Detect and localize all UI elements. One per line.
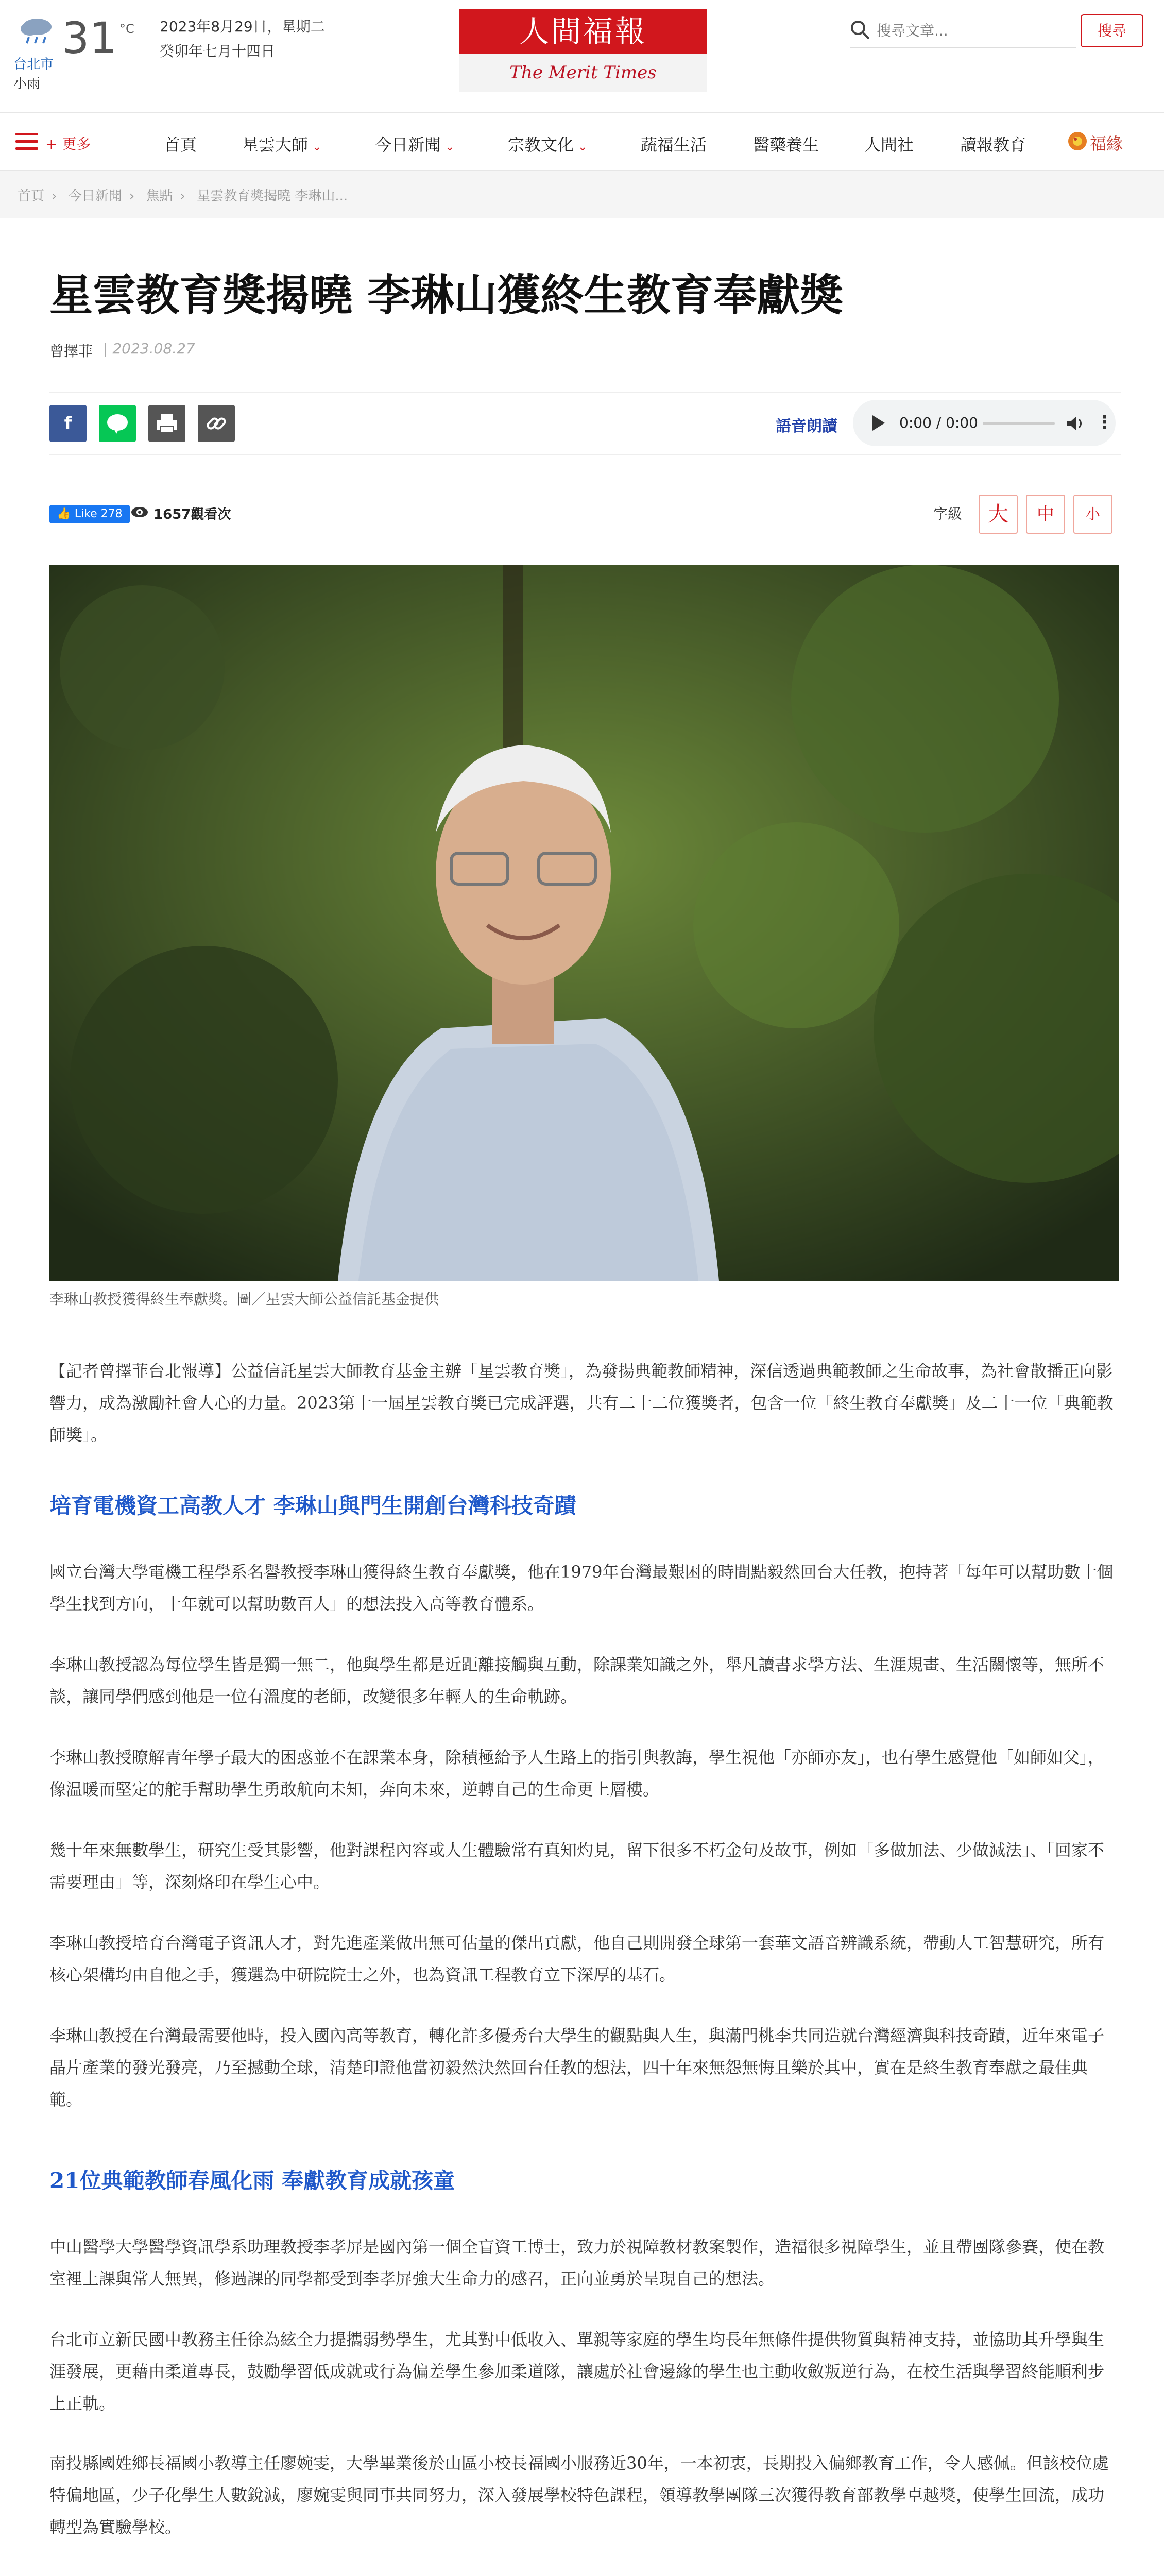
breadcrumb-news[interactable]: 今日新聞	[68, 189, 122, 204]
portrait-image	[49, 565, 1119, 1281]
chevron-down-icon: ⌄	[578, 141, 588, 154]
breadcrumb-focus[interactable]: 焦點	[146, 189, 173, 204]
more-menu-button[interactable]	[10, 130, 93, 154]
more-menu-label: + 更多	[45, 135, 91, 152]
subheading-2: 21位典範教師春風化雨 奉獻教育成就孩童	[49, 2168, 455, 2193]
search-button[interactable]: 搜尋	[1081, 14, 1143, 47]
site-logo[interactable]	[459, 9, 707, 92]
copy-link-button[interactable]	[198, 405, 235, 442]
paragraph-11	[49, 2571, 1119, 2576]
paragraph-1: 【記者曾擇菲台北報導】公益信託星雲大師教育基金主辦「星雲教育獎」，為發揚典範教師精神，深信透過典範教師之生命故事，為社會散播正向影響力，成為激勵社會人心的力量。2023第十一屆星雲教育獎已完成評選，共有二十二位獲獎者，包含一位「終生教育奉獻獎」及二十一位「典範教師獎」。	[49, 1361, 1114, 1445]
nav-item-merit-society[interactable]: 人間社	[864, 135, 914, 155]
link-icon	[198, 405, 235, 442]
paragraph-2: 國立台灣大學電機工程學系名譽教授李琳山獲得終生教育奉獻獎，他在1979年台灣最艱困的時間點毅然回台大任教，抱持著「每年可以幫助數十個學生找到方向，十年就可以幫助數百人」的想法投入高等教育體系。	[49, 1562, 1114, 1614]
search-icon	[850, 20, 870, 40]
nav-item-health[interactable]: 醫藥養生	[753, 135, 819, 155]
paragraph-9: 台北市立新民國中教務主任徐為絃全力提攜弱勢學生，尤其對中低收入、單親等家庭的學生均長年無條件提供物質與精神支持，並協助其升學與生涯發展，更藉由柔道專長，鼓勵學習低成就或行為偏差學生參加柔道隊，讓處於社會邊緣的學生也主動收斂叛逆行為，在校生活與學習終能順利步上正軌。	[49, 2330, 1105, 2413]
article-title: 星雲教育獎揭曉 李琳山獲終生教育奉獻獎	[49, 269, 844, 320]
font-size-label: 字級	[933, 505, 963, 522]
audio-progress-bar[interactable]	[983, 422, 1055, 425]
search-underline	[850, 47, 1076, 48]
search-input[interactable]	[876, 15, 1063, 45]
fuyuan-logo-text: 福緣	[1090, 134, 1123, 154]
article-photo	[49, 565, 1119, 1281]
weather-unit: °C	[119, 22, 134, 36]
play-icon[interactable]	[872, 415, 885, 431]
line-icon	[99, 405, 136, 442]
nav-item-news[interactable]: 今日新聞 ⌄	[375, 135, 455, 155]
print-button[interactable]	[148, 405, 185, 442]
paragraph-10: 南投縣國姓鄉長福國小教導主任廖婉雯，大學畢業後於山區小校長福國小服務近30年，一本初衷，長期投入偏鄉教育工作，令人感佩。但該校位處特偏地區，少子化學生人數銳減，廖婉雯與同事共同努力，深入發展學校特色課程，領導教學團隊三次獲得教育部教學卓越獎，使學生回流，成功轉型為實驗學校。	[49, 2453, 1109, 2537]
weather-condition: 小雨	[13, 76, 41, 92]
volume-icon[interactable]	[1064, 413, 1085, 434]
paragraph-3: 李琳山教授認為每位學生皆是獨一無二，他與學生都是近距離接觸與互動，除課業知識之外，舉凡讀書求學方法、生涯規畫、生活關懷等，無所不談，讓同學們感到他是一位有溫度的老師，改變很多年輕人的生命軌跡。	[49, 1655, 1105, 1706]
hamburger-icon	[15, 133, 38, 150]
paragraph-7: 李琳山教授在台灣最需要他時，投入國內高等教育，轉化許多優秀台大學生的觀點與人生，與滿門桃李共同造就台灣經濟與科技奇蹟，近年來電子晶片產業的發光發亮，乃至撼動全球，清楚印證他當初毅然決然回台任教的想法，四十年來無怨無悔且樂於其中，實在是終生教育奉獻之最佳典範。	[49, 2026, 1105, 2109]
eye-icon	[131, 506, 148, 518]
paragraph-6: 李琳山教授培育台灣電子資訊人才，對先進產業做出無可估量的傑出貢獻，他自己則開發全球第一套華文語音辨識系統，帶動人工智慧研究，所有核心架構均由自他之手，獲選為中研院院士之外，也為資訊工程教育立下深厚的基石。	[49, 1933, 1105, 1985]
chevron-down-icon: ⌄	[445, 141, 455, 154]
facebook-icon: f	[64, 413, 72, 434]
breadcrumb-current: 星雲教育獎揭曉 李琳山...	[197, 189, 348, 204]
fuyuan-logo[interactable]	[1066, 127, 1143, 156]
logo-english: The Merit Times	[459, 54, 707, 92]
view-count: 1657觀看次	[153, 504, 231, 523]
line-share-button[interactable]	[99, 405, 136, 442]
weather-temperature: 31	[62, 13, 117, 63]
nav-item-home[interactable]: 首頁	[164, 135, 197, 155]
thumbs-up-icon: 👍	[57, 507, 75, 520]
audio-time: 0:00 / 0:00	[899, 414, 978, 431]
breadcrumb: 首頁 › 今日新聞 › 焦點 › 星雲教育獎揭曉 李琳山...	[18, 189, 348, 204]
main-nav	[0, 113, 1164, 170]
subheading-1: 培育電機資工高教人才 李琳山與門生開創台灣科技奇蹟	[49, 1493, 576, 1518]
article-author[interactable]: 曾擇菲	[49, 343, 93, 360]
font-size-small-button[interactable]: 小	[1073, 495, 1112, 534]
paragraph-5: 幾十年來無數學生，研究生受其影響，他對課程內容或人生體驗常有真知灼見，留下很多不朽金句及故事，例如「多做加法、少做減法」、「回家不需要理由」等，深刻烙印在學生心中。	[49, 1840, 1105, 1892]
rain-cloud-icon	[16, 14, 58, 45]
share-bar	[49, 392, 1121, 455]
more-options-icon[interactable]: ⋮	[1096, 412, 1114, 433]
date-western: 2023年8月29日，星期二	[160, 18, 325, 35]
date-lunar: 癸卯年七月十四日	[160, 43, 276, 60]
article-date: | 2023.08.27	[103, 340, 195, 357]
font-size-large-button[interactable]: 大	[979, 495, 1018, 534]
nav-item-newspaper-edu[interactable]: 讀報教育	[960, 135, 1026, 155]
nav-item-religion[interactable]: 宗教文化 ⌄	[508, 135, 588, 155]
text-to-speech-label[interactable]: 語音朗讀	[776, 417, 837, 435]
facebook-share-button[interactable]	[49, 405, 87, 442]
logo-chinese: 人間福報	[519, 14, 647, 49]
audio-player	[853, 400, 1116, 446]
breadcrumb-home[interactable]: 首頁	[18, 189, 45, 204]
paragraph-8: 中山醫學大學醫學資訊學系助理教授李孝屏是國內第一個全盲資工博士，致力於視障教材教案製作，造福很多視障學生，並且帶團隊參賽，使在教室裡上課與常人無異，修過課的同學都受到李孝屏強大生命力的感召，正向並勇於呈現自己的想法。	[49, 2237, 1105, 2289]
nav-item-master[interactable]: 星雲大師 ⌄	[242, 135, 322, 155]
weather-widget	[10, 11, 134, 92]
header-dates	[160, 14, 325, 64]
paragraph-4: 李琳山教授瞭解青年學子最大的困惑並不在課業本身，除積極給予人生路上的指引與教誨，學生視他「亦師亦友」，也有學生感覺他「如師如父」，像温暖而堅定的舵手幫助學生勇敢航向未知，奔向未來，逆轉自己的生命更上層樓。	[49, 1748, 1105, 1799]
weather-city[interactable]: 台北市	[13, 57, 54, 72]
photo-caption: 李琳山教授獲得終生奉獻獎。圖／星雲大師公益信託基金提供	[49, 1291, 439, 1308]
font-size-medium-button[interactable]: 中	[1026, 495, 1065, 534]
printer-icon	[148, 405, 185, 442]
facebook-like-button[interactable]: 👍 Like 278	[49, 505, 130, 523]
nav-item-veg-life[interactable]: 蔬福生活	[641, 135, 707, 155]
chevron-down-icon: ⌄	[312, 141, 322, 154]
